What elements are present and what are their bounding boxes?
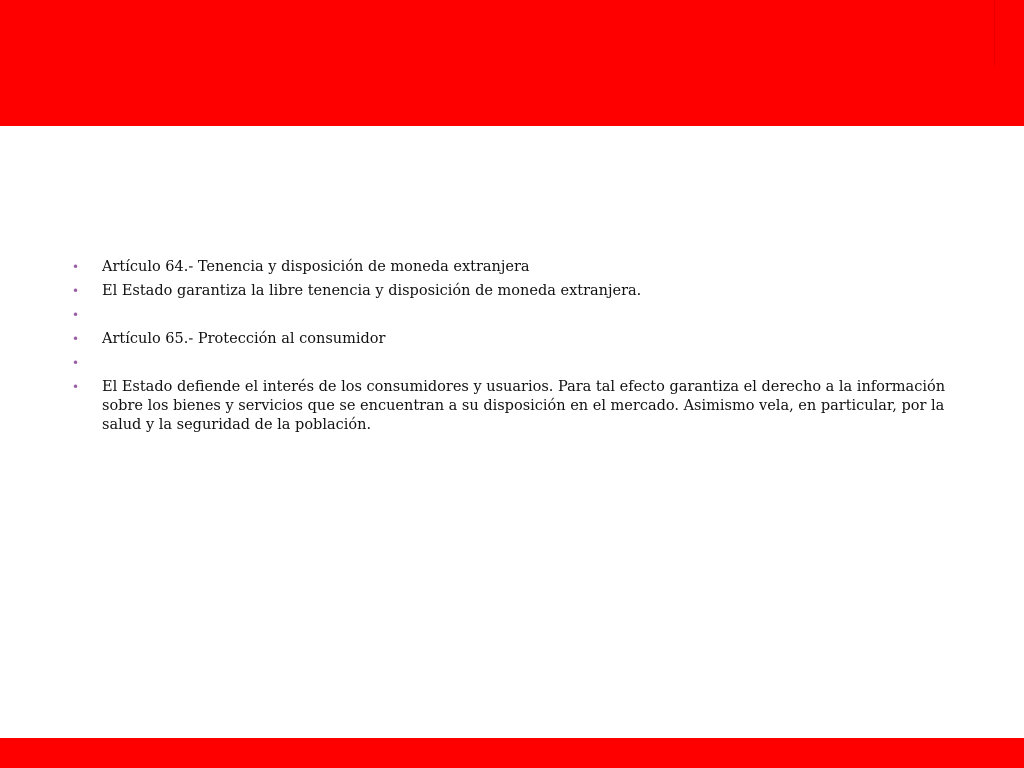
bullet-icon: • xyxy=(72,332,80,346)
bullet-icon: • xyxy=(72,356,80,370)
list-item xyxy=(72,354,972,373)
top-red-band xyxy=(0,0,1024,126)
list-item-text: El Estado defiende el interés de los consumidores y usuarios. Para tal efecto garantiza el derecho a la información sobre los bienes y servicios que se encuentran a su disposición en el mercado. Asimismo vela, en particular, por la salud y la seguridad de la población. xyxy=(102,379,946,433)
bullet-icon: • xyxy=(72,260,80,274)
bullet-list xyxy=(72,258,972,435)
list-item-text: El Estado garantiza la libre tenencia y disposición de moneda extranjera. xyxy=(102,283,642,299)
slide-content xyxy=(72,258,972,440)
list-item xyxy=(72,378,972,435)
top-band-divider xyxy=(994,0,995,66)
list-item xyxy=(72,258,972,277)
bullet-icon: • xyxy=(72,308,80,322)
list-item xyxy=(72,306,972,325)
list-item-text: Artículo 65.- Protección al consumidor xyxy=(102,331,386,347)
list-item-text: Artículo 64.- Tenencia y disposición de moneda extranjera xyxy=(102,259,530,275)
bullet-icon: • xyxy=(72,284,80,298)
list-item xyxy=(72,282,972,301)
list-item xyxy=(72,330,972,349)
bottom-red-band xyxy=(0,738,1024,768)
bullet-icon: • xyxy=(72,380,80,394)
